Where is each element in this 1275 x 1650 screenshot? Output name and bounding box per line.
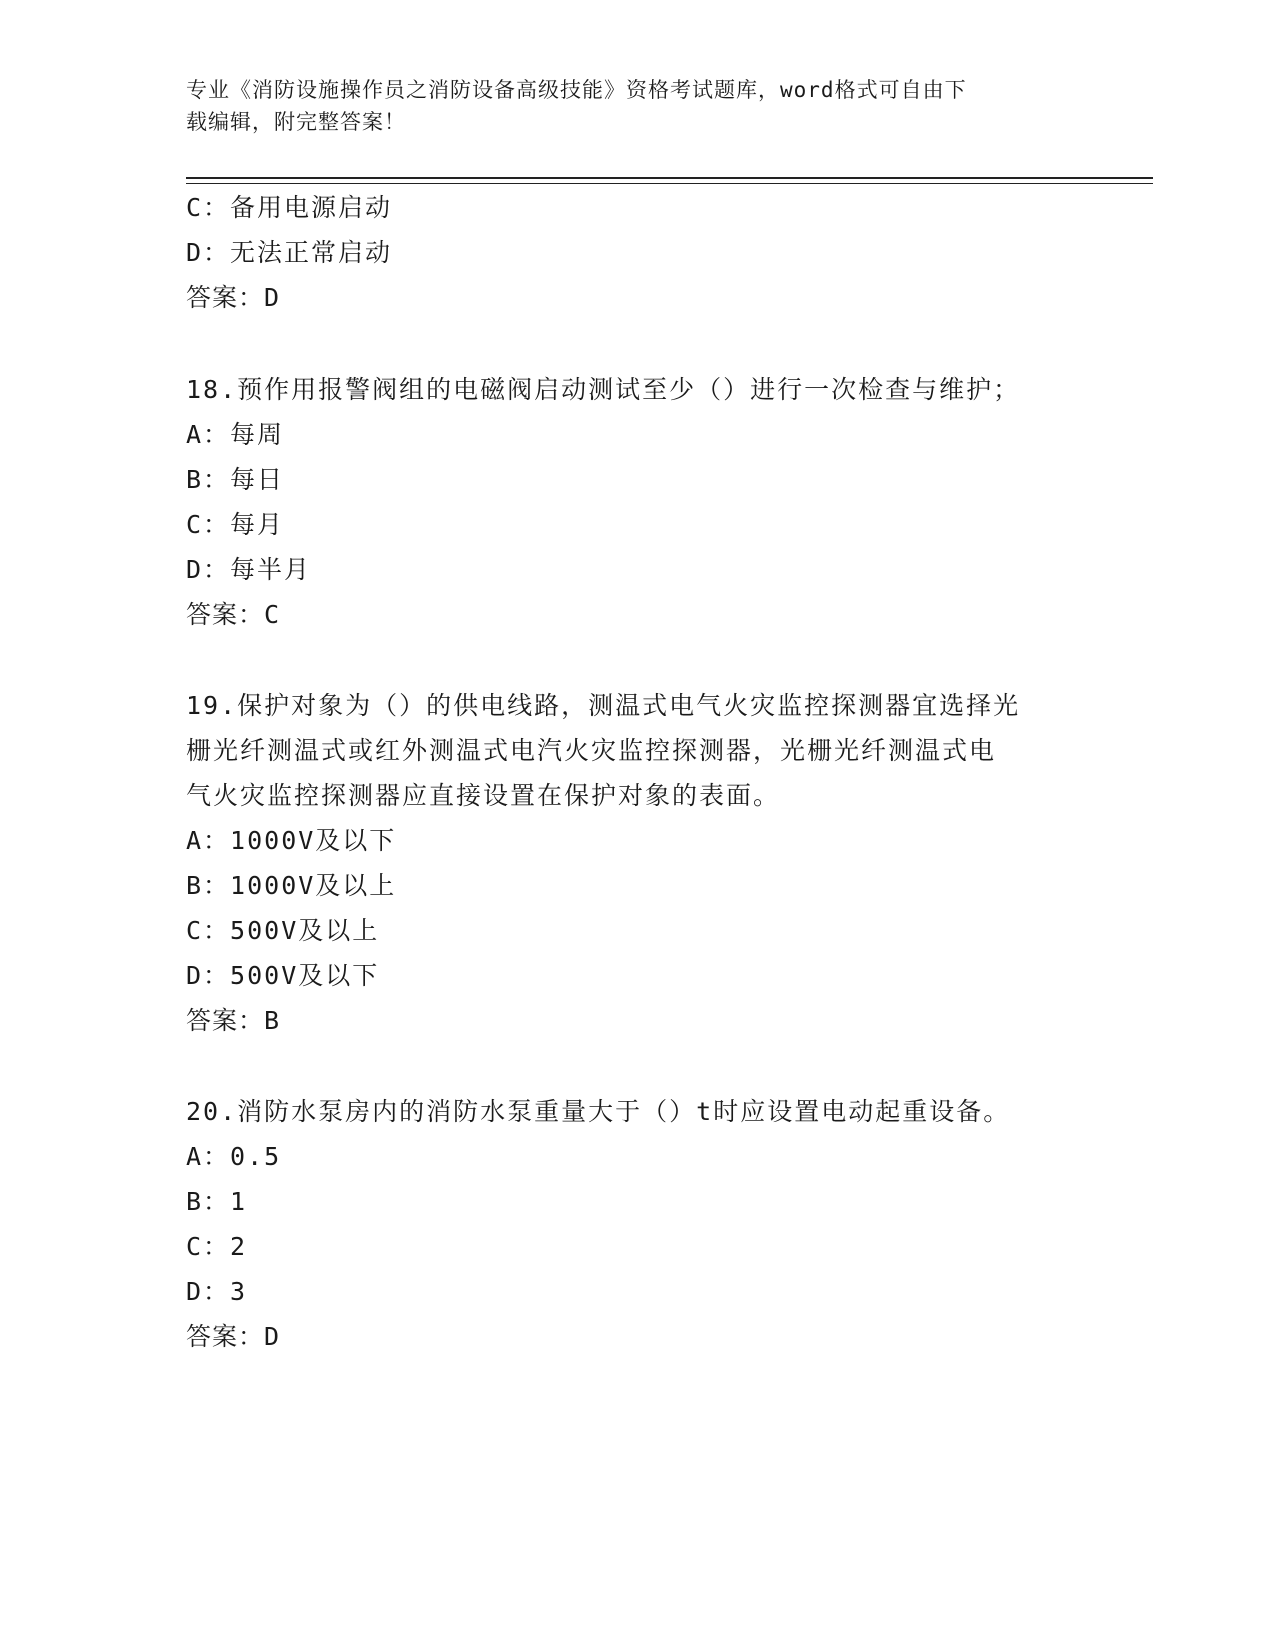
option-a: A：1000V及以下 <box>186 826 397 855</box>
question-18-text: 18.预作用报警阀组的电磁阀启动测试至少（）进行一次检查与维护； <box>186 375 1021 404</box>
option-c: C：2 <box>186 1232 248 1261</box>
question-19-text-line-1: 19.保护对象为（）的供电线路，测温式电气火灾监控探测器宜选择光 <box>186 691 1021 720</box>
header-line-2: 载编辑，附完整答案！ <box>186 110 406 134</box>
answer-line: 答案：D <box>186 283 281 312</box>
option-a: A：每周 <box>186 420 285 449</box>
option-d: D：500V及以下 <box>186 961 380 990</box>
option-a: A：0.5 <box>186 1142 282 1171</box>
question-19-text-line-3: 气火灾监控探测器应直接设置在保护对象的表面。 <box>186 781 781 810</box>
question-19-text-line-2: 栅光纤测温式或红外测温式电汽火灾监控探测器，光栅光纤测温式电 <box>186 736 997 765</box>
header-line-1: 专业《消防设施操作员之消防设备高级技能》资格考试题库，word格式可自由下 <box>186 78 967 102</box>
option-d: D：每半月 <box>186 555 312 584</box>
option-d: D：3 <box>186 1277 248 1306</box>
option-b: B：1 <box>186 1187 248 1216</box>
question-20-text: 20.消防水泵房内的消防水泵重量大于（）t时应设置电动起重设备。 <box>186 1097 1011 1126</box>
option-d: D：无法正常启动 <box>186 238 393 267</box>
option-b: B：1000V及以上 <box>186 871 397 900</box>
answer-line: 答案：B <box>186 1006 281 1035</box>
header-rule-thin <box>186 183 1153 184</box>
option-c: C：备用电源启动 <box>186 193 393 222</box>
option-c: C：500V及以上 <box>186 916 380 945</box>
option-c: C：每月 <box>186 510 285 539</box>
answer-line: 答案：D <box>186 1322 281 1351</box>
header-rule-thick <box>186 177 1153 179</box>
document-header <box>186 74 1066 138</box>
answer-line: 答案：C <box>186 600 281 629</box>
option-b: B：每日 <box>186 465 285 494</box>
